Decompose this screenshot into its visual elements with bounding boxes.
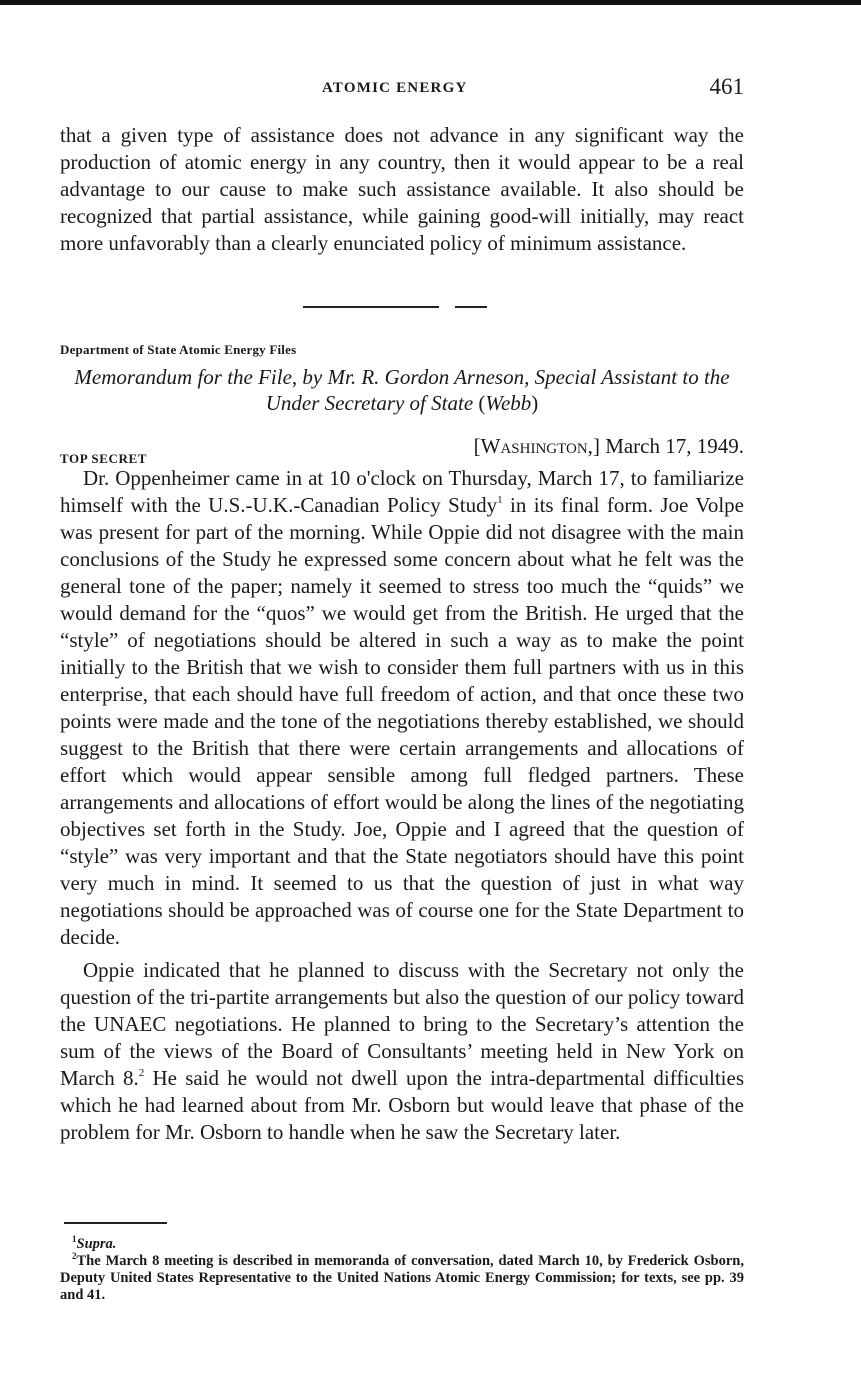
paragraph-1-part-b: in its final form. Joe Volpe was present for part of the morning. While Oppie did not disagree with the main conclusions of the Study he expressed some concern about what he felt was the general tone of the paper; namely it seemed to stress too much the “quids” we would demand for the “quos” we would get from the British. He urged that the “style” of negotiations should be altered in such a way as to make the point initially to the British that we wish to consider them full partners with us in this enterprise, that each should have full freedom of action, and that once these two points were made and the tone of the negotiations thereby established, we should suggest to the British that there were certain arrangements and allocations of effort which would appear sensible among full fledged partners. These arrangements and allocations of effort would be along the lines of the negotiating objectives set forth in the Study. Joe, Oppie and I agreed that the question of “style” was very important and that the State negotiators should have this point very much in mind. It seemed to us that the question of just in what way negotiations should be approached was of course one for the State Department to decide. xyxy=(60,493,744,949)
document-source: Department of State Atomic Energy Files xyxy=(60,342,297,357)
title-open-paren: ( xyxy=(473,391,486,415)
footnote-2 xyxy=(60,1253,744,1304)
date: March 17, 1949. xyxy=(605,434,744,458)
memo-body xyxy=(60,465,744,1146)
bracket-open: [ xyxy=(473,434,481,458)
separator-long-rule xyxy=(303,306,439,308)
paragraph-2-part-a: Oppie indicated that he planned to discuss with the Secretary not only the question of the tri-partite arrangements but also the question of our policy toward the UNAEC negotiations. He planned to bring to the Secretary’s attention the sum of the views of the Board of Consultants’ meeting held in New York on March 8. xyxy=(60,958,744,1090)
footnote-rule xyxy=(64,1222,167,1224)
intro-paragraph: that a given type of assistance does not advance in any significant way the production of atomic energy in any country, then it would appear to be a real advantage to our cause to make such assistance available. It also should be recognized that partial assistance, while gaining good-will initially, may react more unfavorably than a clearly enunciated policy of minimum assistance. xyxy=(60,123,744,255)
running-header xyxy=(60,76,744,104)
bracket-close: ] xyxy=(592,434,606,458)
document-title xyxy=(60,364,744,416)
paragraph-1-part-a: Dr. Oppenheimer came in at 10 o'clock on Thursday, March 17, to familiarize himself with the U.S.-U.K.-Canadian Policy Study xyxy=(60,466,744,517)
paragraph-2-part-b: He said he would not dwell upon the intra-departmental difficulties which he had learned about from Mr. Osborn but would leave that phase of the problem for Mr. Osborn to handle when he saw the Secretary later. xyxy=(60,1066,745,1144)
place: Washington, xyxy=(480,434,593,458)
footnote-2-text: The March 8 meeting is described in memoranda of conversation, dated March 10, by Frederick Osborn, Deputy United States Representative to the United Nations Atomic Energy Commission; for texts, see pp. 39 and 41. xyxy=(60,1253,744,1303)
dateline xyxy=(60,434,744,466)
footnote-1 xyxy=(60,1236,744,1253)
top-border xyxy=(0,0,861,5)
page-number: 461 xyxy=(709,74,744,99)
running-title: ATOMIC ENERGY xyxy=(322,80,468,96)
footnote-ref-2: 2 xyxy=(138,1067,145,1079)
paragraph-1 xyxy=(60,465,744,951)
footnote-1-mark: 1 xyxy=(72,1234,77,1244)
title-close-paren: ) xyxy=(531,391,539,415)
classification-label: TOP SECRET xyxy=(60,451,148,466)
paragraph-2 xyxy=(60,957,744,1146)
separator-short-rule xyxy=(455,306,487,308)
place-and-date xyxy=(474,434,744,459)
document-title-main: Memorandum for the File, by Mr. R. Gordon Arneson, Special Assistant to the Under Secretary of State xyxy=(74,365,730,415)
footnote-1-text: Supra. xyxy=(76,1236,117,1252)
footnote-ref-1: 1 xyxy=(497,494,503,506)
footnotes xyxy=(60,1236,744,1304)
footnote-2-mark: 2 xyxy=(72,1251,77,1261)
document-title-name: Webb xyxy=(485,391,532,415)
